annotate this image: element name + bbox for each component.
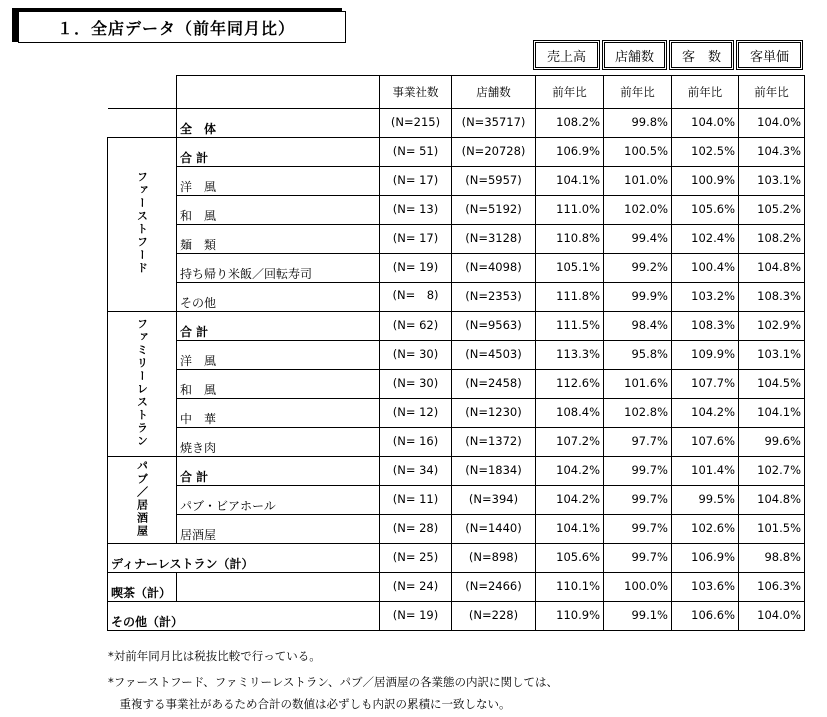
table-row xyxy=(108,428,805,457)
value-cell: 104.1% xyxy=(739,399,805,428)
footnote: *対前年同月比は税抜比較で行っている。 xyxy=(108,649,321,663)
table-row xyxy=(108,602,805,631)
value-cell: 107.6% xyxy=(672,428,739,457)
companies-cell: (N= 19) xyxy=(380,602,452,631)
value-cell: 105.2% xyxy=(739,196,805,225)
companies-cell: (N= 62) xyxy=(380,312,452,341)
row-label: 合 計 xyxy=(177,457,380,486)
col-header-yoy: 前年比 xyxy=(604,76,672,109)
stores-cell: (N=5192) xyxy=(452,196,536,225)
value-cell: 102.7% xyxy=(739,457,805,486)
value-cell: 97.7% xyxy=(604,428,672,457)
value-cell: 104.0% xyxy=(739,602,805,631)
row-label: 洋 風 xyxy=(177,167,380,196)
table-row xyxy=(108,283,805,312)
stores-cell: (N=2458) xyxy=(452,370,536,399)
value-cell: 101.6% xyxy=(604,370,672,399)
companies-cell: (N= 25) xyxy=(380,544,452,573)
col-header-stores: 店舗数 xyxy=(452,76,536,109)
companies-cell: (N= 28) xyxy=(380,515,452,544)
value-cell: 98.4% xyxy=(604,312,672,341)
value-cell: 102.8% xyxy=(604,399,672,428)
stores-cell: (N=9563) xyxy=(452,312,536,341)
value-cell: 98.8% xyxy=(739,544,805,573)
value-cell: 104.2% xyxy=(536,486,604,515)
value-cell: 99.9% xyxy=(604,283,672,312)
header-label-cell xyxy=(177,76,380,109)
row-label: パブ・ビアホール xyxy=(177,486,380,515)
metric-header-stores: 店舗数 xyxy=(602,40,667,70)
value-cell: 104.2% xyxy=(672,399,739,428)
table-row xyxy=(108,457,805,486)
col-header-yoy: 前年比 xyxy=(672,76,739,109)
stores-cell: (N=1372) xyxy=(452,428,536,457)
value-cell: 102.6% xyxy=(672,515,739,544)
stores-cell: (N=228) xyxy=(452,602,536,631)
table-row xyxy=(108,486,805,515)
companies-cell: (N= 17) xyxy=(380,225,452,254)
table-row xyxy=(108,341,805,370)
value-cell: 109.9% xyxy=(672,341,739,370)
companies-cell: (N= 11) xyxy=(380,486,452,515)
stores-cell: (N=1834) xyxy=(452,457,536,486)
companies-cell: (N= 8) xyxy=(380,283,452,312)
value-cell: 106.6% xyxy=(672,602,739,631)
category-family-restaurant xyxy=(108,312,177,457)
stores-cell: (N=898) xyxy=(452,544,536,573)
value-cell: 99.7% xyxy=(604,486,672,515)
value-cell: 102.0% xyxy=(604,196,672,225)
row-label: その他 xyxy=(177,283,380,312)
stores-cell: (N=35717) xyxy=(452,109,536,138)
col-header-yoy: 前年比 xyxy=(536,76,604,109)
row-label: 合 計 xyxy=(177,312,380,341)
category-fast-food xyxy=(108,138,177,312)
value-cell: 113.3% xyxy=(536,341,604,370)
row-label: 中 華 xyxy=(177,399,380,428)
row-label: ディナーレストラン（計） xyxy=(108,544,380,573)
companies-cell: (N= 30) xyxy=(380,341,452,370)
table-row xyxy=(108,515,805,544)
category-label: ファーストフード xyxy=(135,171,149,275)
row-label: 全 体 xyxy=(177,109,380,138)
value-cell: 108.4% xyxy=(536,399,604,428)
value-cell: 104.8% xyxy=(739,254,805,283)
value-cell: 104.2% xyxy=(536,457,604,486)
value-cell: 104.8% xyxy=(739,486,805,515)
table-row xyxy=(108,573,805,602)
empty-label-cell xyxy=(177,573,380,602)
value-cell: 99.8% xyxy=(604,109,672,138)
column-header-row xyxy=(108,76,805,109)
value-cell: 106.9% xyxy=(536,138,604,167)
value-cell: 99.2% xyxy=(604,254,672,283)
companies-cell: (N= 13) xyxy=(380,196,452,225)
table-row xyxy=(108,109,805,138)
table-row xyxy=(108,370,805,399)
value-cell: 102.9% xyxy=(739,312,805,341)
value-cell: 100.0% xyxy=(604,573,672,602)
stores-cell: (N=1230) xyxy=(452,399,536,428)
stores-cell: (N=2353) xyxy=(452,283,536,312)
value-cell: 99.7% xyxy=(604,544,672,573)
value-cell: 111.5% xyxy=(536,312,604,341)
value-cell: 110.1% xyxy=(536,573,604,602)
metric-header-customers: 客 数 xyxy=(669,40,734,70)
companies-cell: (N= 12) xyxy=(380,399,452,428)
companies-cell: (N= 19) xyxy=(380,254,452,283)
row-label: 喫茶（計） xyxy=(108,573,177,602)
value-cell: 106.9% xyxy=(672,544,739,573)
value-cell: 105.6% xyxy=(672,196,739,225)
stores-cell: (N=4503) xyxy=(452,341,536,370)
value-cell: 102.5% xyxy=(672,138,739,167)
value-cell: 99.7% xyxy=(604,515,672,544)
page-title: １．全店データ（前年同月比） xyxy=(18,11,346,43)
value-cell: 104.0% xyxy=(739,109,805,138)
companies-cell: (N= 16) xyxy=(380,428,452,457)
metric-header-avg-spend: 客単価 xyxy=(736,40,803,70)
value-cell: 95.8% xyxy=(604,341,672,370)
value-cell: 99.5% xyxy=(672,486,739,515)
value-cell: 103.2% xyxy=(672,283,739,312)
value-cell: 100.5% xyxy=(604,138,672,167)
value-cell: 111.0% xyxy=(536,196,604,225)
table-row xyxy=(108,399,805,428)
value-cell: 112.6% xyxy=(536,370,604,399)
companies-cell: (N= 34) xyxy=(380,457,452,486)
stores-cell: (N=4098) xyxy=(452,254,536,283)
value-cell: 104.0% xyxy=(672,109,739,138)
stores-cell: (N=2466) xyxy=(452,573,536,602)
table-row xyxy=(108,196,805,225)
title-shadow xyxy=(12,8,342,42)
col-header-companies: 事業社数 xyxy=(380,76,452,109)
value-cell: 99.4% xyxy=(604,225,672,254)
stores-cell: (N=5957) xyxy=(452,167,536,196)
value-cell: 104.1% xyxy=(536,515,604,544)
companies-cell: (N= 24) xyxy=(380,573,452,602)
header-blank xyxy=(108,76,177,109)
table-row xyxy=(108,167,805,196)
col-header-yoy: 前年比 xyxy=(739,76,805,109)
value-cell: 108.3% xyxy=(672,312,739,341)
value-cell: 108.2% xyxy=(739,225,805,254)
value-cell: 111.8% xyxy=(536,283,604,312)
row-label: その他（計） xyxy=(108,602,380,631)
value-cell: 108.2% xyxy=(536,109,604,138)
category-pub-izakaya xyxy=(108,457,177,544)
footnote: 重複する事業社があるため合計の数値は必ずしも内訳の累積に一致しない。 xyxy=(108,697,511,711)
table-row xyxy=(108,254,805,283)
stores-cell: (N=3128) xyxy=(452,225,536,254)
metric-header-sales: 売上高 xyxy=(533,40,600,70)
value-cell: 103.6% xyxy=(672,573,739,602)
row-label: 焼き肉 xyxy=(177,428,380,457)
value-cell: 102.4% xyxy=(672,225,739,254)
data-table xyxy=(107,75,805,631)
value-cell: 99.6% xyxy=(739,428,805,457)
value-cell: 106.3% xyxy=(739,573,805,602)
value-cell: 107.7% xyxy=(672,370,739,399)
value-cell: 104.3% xyxy=(739,138,805,167)
blank-cell xyxy=(108,109,177,138)
value-cell: 105.6% xyxy=(536,544,604,573)
value-cell: 104.5% xyxy=(739,370,805,399)
row-label: 和 風 xyxy=(177,370,380,399)
stores-cell: (N=20728) xyxy=(452,138,536,167)
companies-cell: (N= 17) xyxy=(380,167,452,196)
companies-cell: (N= 30) xyxy=(380,370,452,399)
row-label: 持ち帰り米飯／回転寿司 xyxy=(177,254,380,283)
value-cell: 100.9% xyxy=(672,167,739,196)
companies-cell: (N=215) xyxy=(380,109,452,138)
value-cell: 108.3% xyxy=(739,283,805,312)
table-row xyxy=(108,138,805,167)
value-cell: 105.1% xyxy=(536,254,604,283)
value-cell: 103.1% xyxy=(739,167,805,196)
row-label: 洋 風 xyxy=(177,341,380,370)
value-cell: 100.4% xyxy=(672,254,739,283)
category-label: パブ／居酒屋 xyxy=(135,459,149,538)
value-cell: 110.9% xyxy=(536,602,604,631)
row-label: 和 風 xyxy=(177,196,380,225)
table-row xyxy=(108,312,805,341)
value-cell: 104.1% xyxy=(536,167,604,196)
row-label: 合 計 xyxy=(177,138,380,167)
row-label: 居酒屋 xyxy=(177,515,380,544)
footnote: *ファーストフード、ファミリーレストラン、パブ／居酒屋の各業態の内訳に関しては、 xyxy=(108,675,558,689)
table-row xyxy=(108,544,805,573)
stores-cell: (N=1440) xyxy=(452,515,536,544)
value-cell: 110.8% xyxy=(536,225,604,254)
companies-cell: (N= 51) xyxy=(380,138,452,167)
table-row xyxy=(108,225,805,254)
stores-cell: (N=394) xyxy=(452,486,536,515)
row-label: 麺 類 xyxy=(177,225,380,254)
value-cell: 101.4% xyxy=(672,457,739,486)
value-cell: 101.5% xyxy=(739,515,805,544)
value-cell: 107.2% xyxy=(536,428,604,457)
value-cell: 103.1% xyxy=(739,341,805,370)
value-cell: 101.0% xyxy=(604,167,672,196)
value-cell: 99.7% xyxy=(604,457,672,486)
category-label: ファミリーレストラン xyxy=(135,317,149,448)
value-cell: 99.1% xyxy=(604,602,672,631)
